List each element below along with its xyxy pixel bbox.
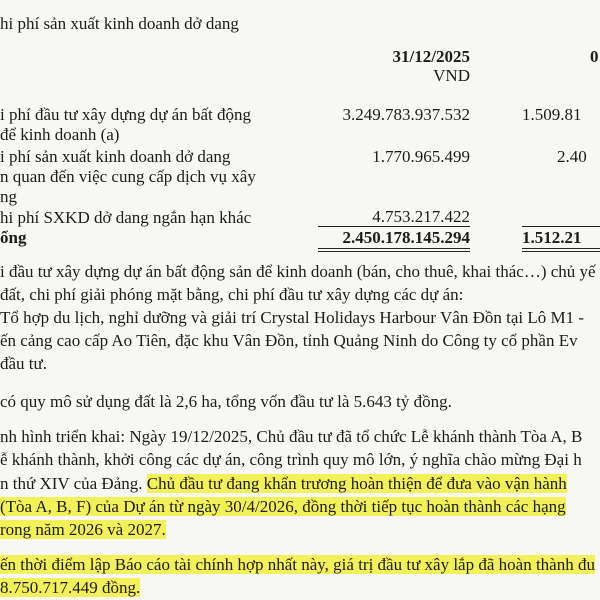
row-3-label: hi phí SXKD dở dang ngắn hạn khác [0,208,252,227]
note-p1-line-4: ến cảng cao cấp Ao Tiên, đặc khu Vân Đồn, tỉnh Quảng Ninh do Công ty cổ phần Ev [0,331,578,350]
row-1-value-prior: 1.509.81 [522,105,582,124]
note-p3-line-3-plain: n thứ XIV của Đảng. [0,474,147,493]
note-p3-line-4 [0,497,566,517]
row-2-value-2025: 1.770.965.499 [372,147,470,166]
total-double-rule-top-2 [522,248,600,249]
column-header-date-2: 0 [590,47,599,66]
subtotal-rule [318,226,470,227]
total-double-rule-top [318,248,470,249]
row-1-value-2025: 3.249.783.937.532 [342,105,470,124]
note-p1-line-3: Tổ hợp du lịch, nghỉ dưỡng và giải trí Crystal Holidays Harbour Vân Đồn tại Lô M1 - [0,308,585,327]
note-p1-line-5: đầu tư. [0,354,47,373]
row-2-value-prior: 2.40 [557,147,587,166]
total-double-rule-bottom-2 [522,251,600,252]
highlighted-text: rong năm 2026 và 2027. [0,520,166,539]
note-p1-line-2: đất, chi phí giải phóng mặt bằng, chi phí đầu tư xây dựng các dự án: [0,285,464,304]
total-value-prior: 1.512.21 [522,228,582,247]
row-2-label-line-3: ng [0,187,17,206]
row-3-value-2025: 4.753.217.422 [372,207,470,226]
row-1-label-line-2: để kinh doanh (a) [0,125,120,144]
total-double-rule-bottom [318,251,470,252]
column-header-unit: VND [433,66,470,85]
note-p3-line-1: nh hình triển khai: Ngày 19/12/2025, Chủ đầu tư đã tổ chức Lễ khánh thành Tòa A, B [0,427,583,446]
note-p2: có quy mô sử dụng đất là 2,6 ha, tổng vốn đầu tư là 5.643 tỷ đồng. [0,392,452,411]
note-p3-line-2: ễ khánh thành, khởi công các dự án, công trình quy mô lớn, ý nghĩa chào mừng Đại h [0,450,582,469]
row-2-label-line-1: i phí sản xuất kinh doanh dở dang [0,147,231,166]
highlighted-text: ến thời điểm lập Báo cáo tài chính hợp nhất này, giá trị đầu tư xây lắp đã hoàn thành đu [0,555,595,574]
total-value-2025: 2.450.178.145.294 [342,228,470,247]
note-p4-line-2 [0,578,140,598]
subtotal-rule-2 [522,226,600,227]
note-p4-line-1 [0,555,595,575]
note-p3-line-5 [0,520,166,540]
highlighted-text: 8.750.717.449 đồng. [0,578,141,597]
highlighted-text: (Tòa A, B, F) của Dự án từ ngày 30/4/2026, đồng thời tiếp tục hoàn thành các hạng [0,497,566,516]
column-header-date: 31/12/2025 [392,47,470,66]
section-title: hi phí sản xuất kinh doanh dở dang [0,14,239,33]
note-p3-line-3 [0,474,567,494]
highlighted-text: Chủ đầu tư đang khẩn trương hoàn thiện để đưa vào vận hành [146,474,567,493]
total-label: ổng [0,228,27,247]
row-1-label-line-1: i phí đầu tư xây dựng dự án bất động [0,105,251,124]
row-2-label-line-2: n quan đến việc cung cấp dịch vụ xây [0,167,256,186]
note-p1-line-1: i đầu tư xây dựng dự án bất động sản để kinh doanh (bán, cho thuê, khai thác…) chủ yế [0,262,596,281]
